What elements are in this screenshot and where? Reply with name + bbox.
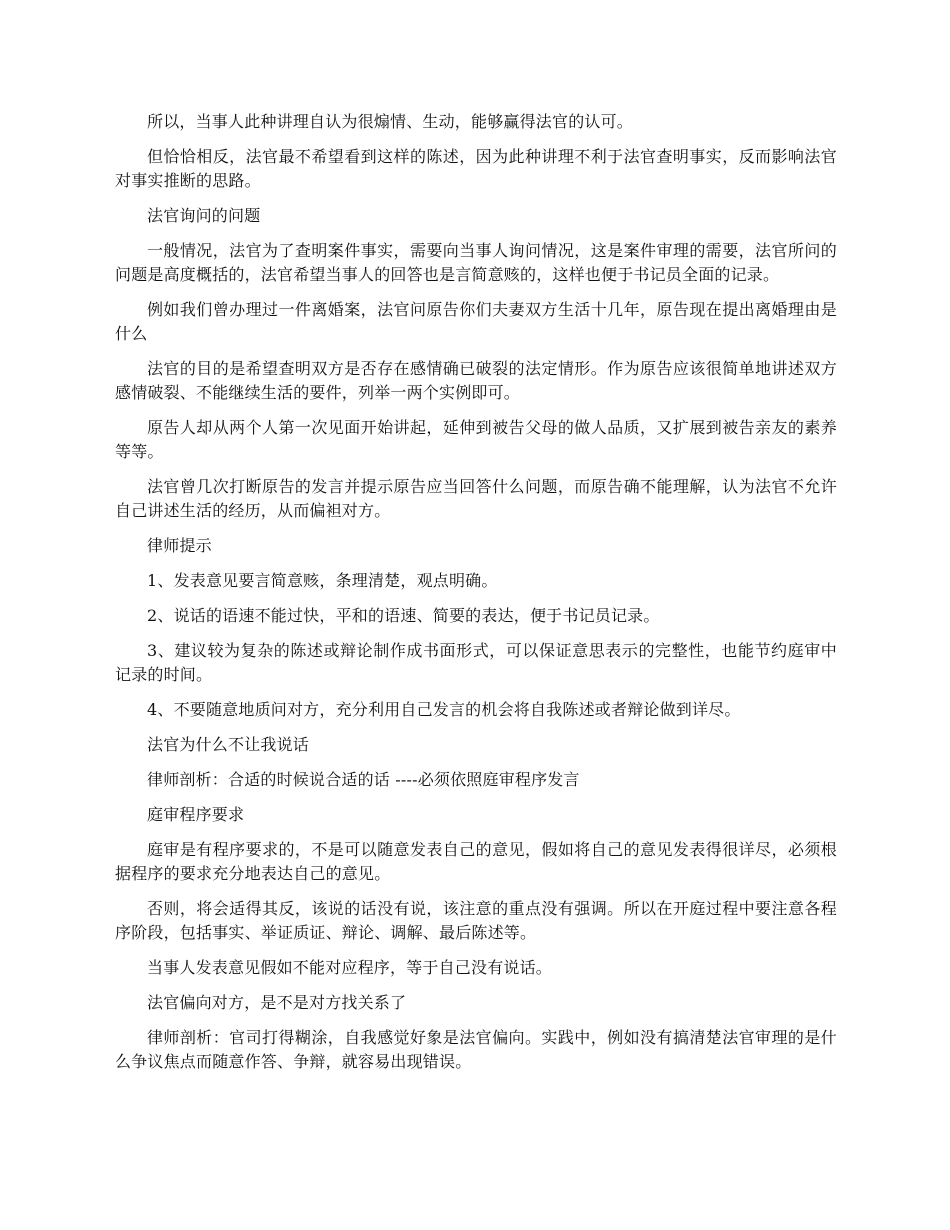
section-heading: 法官询问的问题 xyxy=(147,206,261,225)
paragraph: 所以，当事人此种讲理自认为很煽情、生动，能够赢得法官的认可。 xyxy=(147,112,634,131)
section-heading: 庭审程序要求 xyxy=(147,805,245,824)
paragraph: 例如我们曾办理过一件离婚案，法官问原告你们夫妻双方生活十几年，原告现在提出离婚理由是什么 xyxy=(115,300,837,343)
paragraph: 法官曾几次打断原告的发言并提示原告应当回答什么问题，而原告确不能理解，认为法官不允许自己讲述生活的经历，从而偏袒对方。 xyxy=(115,477,837,520)
section-heading: 律师提示 xyxy=(147,536,212,555)
list-item: 3、建议较为复杂的陈述或辩论制作成书面形式，可以保证意思表示的完整性，也能节约庭审中记录的时间。 xyxy=(115,641,837,684)
paragraph: 庭审是有程序要求的，不是可以随意发表自己的意见，假如将自己的意见发表得很详尽，必须根据程序的要求充分地表达自己的意见。 xyxy=(115,840,837,883)
paragraph: 但恰恰相反，法官最不希望看到这样的陈述，因为此种讲理不利于法官查明事实，反而影响法官对事实推断的思路。 xyxy=(115,147,837,190)
list-item: 2、说话的语速不能过快，平和的语速、简要的表达，便于书记员记录。 xyxy=(147,606,660,625)
paragraph: 律师剖析：合适的时候说合适的话 ----必须依照庭审程序发言 xyxy=(147,770,580,789)
section-heading: 法官偏向对方，是不是对方找关系了 xyxy=(147,993,407,1012)
paragraph: 当事人发表意见假如不能对应程序，等于自己没有说话。 xyxy=(147,958,553,977)
paragraph: 一般情况，法官为了查明案件事实，需要向当事人询问情况，这是案件审理的需要，法官所问的问题是高度概括的，法官希望当事人的回答也是言简意赅的，这样也便于书记员全面的记录。 xyxy=(115,241,837,284)
paragraph: 否则，将会适得其反，该说的话没有说，该注意的重点没有强调。所以在开庭过程中要注意各程序阶段，包括事实、举证质证、辩论、调解、最后陈述等。 xyxy=(115,899,837,942)
list-item: 4、不要随意地质问对方，充分利用自己发言的机会将自我陈述或者辩论做到详尽。 xyxy=(147,700,741,719)
document-body xyxy=(115,110,837,1085)
paragraph: 原告人却从两个人第一次见面开始讲起，延伸到被告父母的做人品质，又扩展到被告亲友的素养等等。 xyxy=(115,418,837,461)
paragraph: 律师剖析：官司打得糊涂，自我感觉好象是法官偏向。实践中，例如没有搞清楚法官审理的是什么争议焦点而随意作答、争辩，就容易出现错误。 xyxy=(115,1028,837,1071)
section-heading: 法官为什么不让我说话 xyxy=(147,735,310,754)
paragraph: 法官的目的是希望查明双方是否存在感情确已破裂的法定情形。作为原告应该很简单地讲述双方感情破裂、不能继续生活的要件，列举一两个实例即可。 xyxy=(115,359,837,402)
list-item: 1、发表意见要言简意赅，条理清楚，观点明确。 xyxy=(147,571,498,590)
